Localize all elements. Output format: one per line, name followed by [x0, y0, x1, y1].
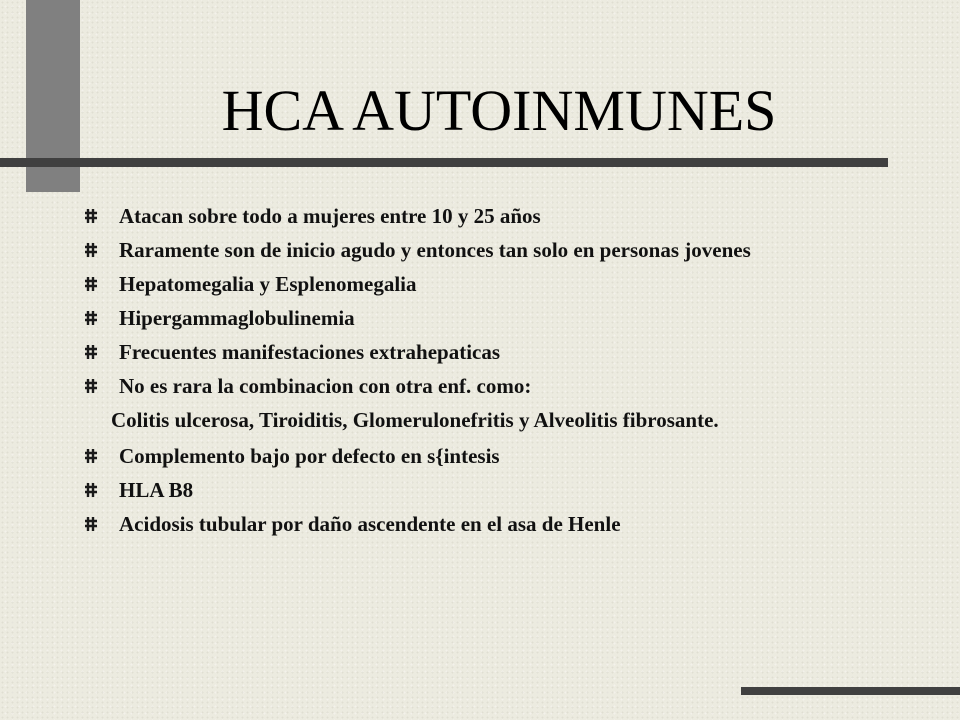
- bullet-text: Atacan sobre todo a mujeres entre 10 y 25 años: [119, 204, 541, 228]
- hash-bullet-icon: [84, 448, 98, 464]
- bullet-text: Acidosis tubular por daño ascendente en el asa de Henle: [119, 512, 621, 536]
- slide-title: HCA AUTOINMUNES: [221, 78, 777, 143]
- list-item: [84, 272, 884, 296]
- list-item: [84, 306, 884, 330]
- hash-bullet-icon: [84, 310, 98, 326]
- hash-bullet-icon: [84, 516, 98, 532]
- bullet-text: Hipergammaglobulinemia: [119, 306, 355, 330]
- hash-bullet-icon: [84, 242, 98, 258]
- bullet-text: Complemento bajo por defecto en s{intesis: [119, 444, 500, 468]
- bullet-text: Raramente son de inicio agudo y entonces tan solo en personas jovenes: [119, 238, 751, 262]
- list-item: [84, 238, 884, 262]
- corner-rule: [741, 687, 960, 695]
- list-item: [84, 204, 884, 228]
- hash-bullet-icon: [84, 344, 98, 360]
- list-item: [84, 444, 884, 468]
- bullet-text: No es rara la combinacion con otra enf. como:: [119, 374, 532, 398]
- bullet-text: Hepatomegalia y Esplenomegalia: [119, 272, 417, 296]
- continuation-text: Colitis ulcerosa, Tiroiditis, Glomerulonefritis y Alveolitis fibrosante.: [111, 408, 719, 432]
- list-item: [84, 374, 884, 398]
- hash-bullet-icon: [84, 482, 98, 498]
- list-item: [84, 478, 884, 502]
- list-item: [84, 512, 884, 536]
- bullet-list: [84, 204, 884, 546]
- hash-bullet-icon: [84, 276, 98, 292]
- hash-bullet-icon: [84, 208, 98, 224]
- hash-bullet-icon: [84, 378, 98, 394]
- list-item: [84, 340, 884, 364]
- bullet-text: Frecuentes manifestaciones extrahepaticas: [119, 340, 501, 364]
- bullet-text: HLA B8: [119, 478, 194, 502]
- title-rule: [0, 158, 888, 167]
